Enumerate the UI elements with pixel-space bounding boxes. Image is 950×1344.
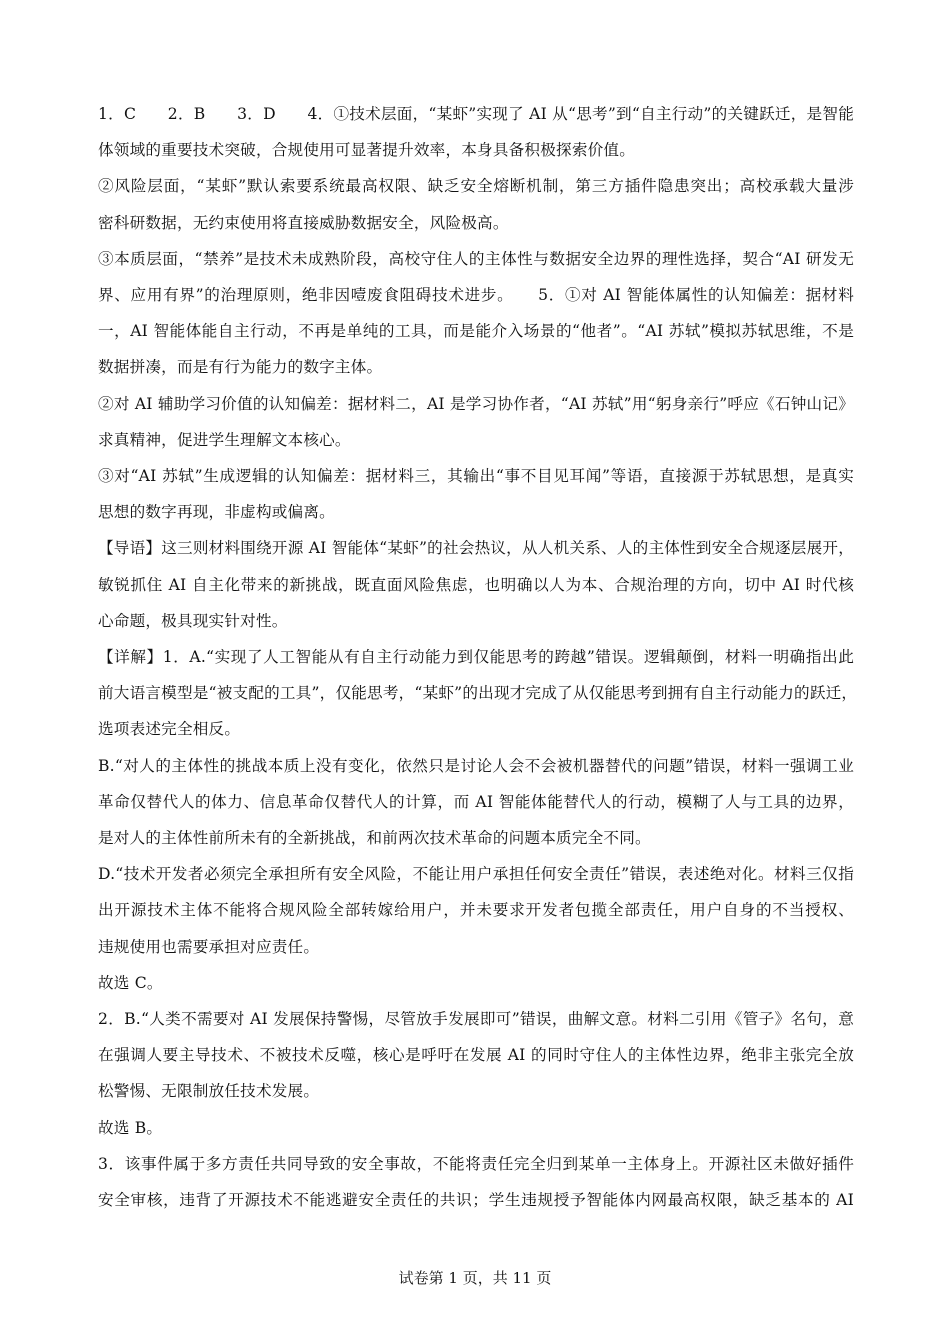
text-line-27: 在强调人要主导技术、不被技术反噬，核心是呼吁在发展 AI 的同时守住人的主体性边界，绝非主张完全放 — [98, 1046, 854, 1065]
text-line-2: 体领域的重要技术突破，合规使用可显著提升效率，本身具备积极探索价值。 — [98, 141, 635, 160]
text-line-5: ③本质层面，“禁养”是技术未成熟阶段，高校守住人的主体性与数据安全边界的理性选择，契合“AI 研发无 — [98, 249, 854, 268]
text-line-31: 安全审核，违背了开源技术不能逃避安全责任的共识；学生违规授予智能体内网最高权限，缺乏基本的 AI — [98, 1191, 854, 1210]
text-line-11: ③对“AI 苏轼”生成逻辑的认知偏差：据材料三，其输出“事不目见耳闻”等语，直接源于苏轼思想，是真实 — [98, 467, 854, 486]
text-line-30: 3．该事件属于多方责任共同导致的安全事故，不能将责任完全归到某单一主体身上。开源社区未做好插件 — [98, 1154, 854, 1173]
text-line-14: 敏锐抓住 AI 自主化带来的新挑战，既直面风险焦虑，也明确以人为本、合规治理的方向，切中 AI 时代核 — [98, 575, 854, 594]
text-line-17: 前大语言模型是“被支配的工具”，仅能思考，“某虾”的出现才完成了从仅能思考到拥有自主行动能力的跃迁， — [98, 684, 858, 703]
text-line-25: 故选 C。 — [98, 973, 163, 992]
answer-page-body — [98, 96, 858, 1218]
text-line-24: 违规使用也需要承担对应责任。 — [98, 937, 320, 956]
text-line-7: 一，AI 智能体能自主行动，不再是单纯的工具，而是能介入场景的“他者”。“AI 苏轼”模拟苏轼思维，不是 — [98, 322, 854, 341]
text-line-21: 是对人的主体性前所未有的全新挑战，和前两次技术革命的问题本质完全不同。 — [98, 829, 651, 848]
text-line-22: D.“技术开发者必须完全承担所有安全风险，不能让用户承担任何安全责任”错误，表述绝对化。材料三仅指 — [98, 865, 854, 884]
text-line-16: 【详解】1．A.“实现了人工智能从有自主行动能力到仅能思考的跨越”错误。逻辑颠倒，材料一明确指出此 — [98, 648, 854, 667]
text-line-28: 松警惕、无限制放任技术发展。 — [98, 1082, 320, 1101]
text-line-3: ②风险层面，“某虾”默认索要系统最高权限、缺乏安全熔断机制，第三方插件隐患突出；高校承载大量涉 — [98, 177, 854, 196]
text-line-8: 数据拼凑，而是有行为能力的数字主体。 — [98, 358, 383, 377]
text-line-12: 思想的数字再现，非虚构或偏离。 — [98, 503, 335, 522]
text-line-20: 革命仅替代人的体力、信息革命仅替代人的计算，而 AI 智能体能替代人的行动，模糊了人与工具的边界， — [98, 792, 854, 811]
text-line-29: 故选 B。 — [98, 1118, 163, 1137]
text-line-19: B.“对人的主体性的挑战本质上没有变化，依然只是讨论人会不会被机器替代的问题”错误，材料一强调工业 — [98, 756, 854, 775]
text-line-6: 界、应用有界”的治理原则，绝非因噎废食阻碍技术进步。 5．①对 AI 智能体属性的认知偏差：据材料 — [98, 286, 854, 305]
text-line-15: 心命题，极具现实针对性。 — [98, 611, 288, 630]
text-line-10: 求真精神，促进学生理解文本核心。 — [98, 430, 351, 449]
text-line-1: 1．C 2．B 3．D 4．①技术层面，“某虾”实现了 AI 从“思考”到“自主行动”的关键跃迁，是智能 — [98, 105, 854, 123]
text-line-23: 出开源技术主体不能将合规风险全部转嫁给用户，并未要求开发者包揽全部责任，用户自身的不当授权、 — [98, 901, 854, 920]
text-line-4: 密科研数据，无约束使用将直接威胁数据安全，风险极高。 — [98, 213, 509, 232]
text-line-13: 【导语】这三则材料围绕开源 AI 智能体“某虾”的社会热议，从人机关系、人的主体性到安全合规逐层展开， — [98, 539, 854, 558]
text-line-18: 选项表述完全相反。 — [98, 720, 241, 739]
text-line-26: 2．B.“人类不需要对 AI 发展保持警惕，尽管放手发展即可”错误，曲解文意。材料二引用《管子》名句，意 — [98, 1010, 854, 1029]
text-line-9: ②对 AI 辅助学习价值的认知偏差：据材料二，AI 是学习协作者，“AI 苏轼”用“躬身亲行”呼应《石钟山记》 — [98, 394, 854, 413]
page-footer: 试卷第 1 页，共 11 页 — [398, 1269, 552, 1287]
